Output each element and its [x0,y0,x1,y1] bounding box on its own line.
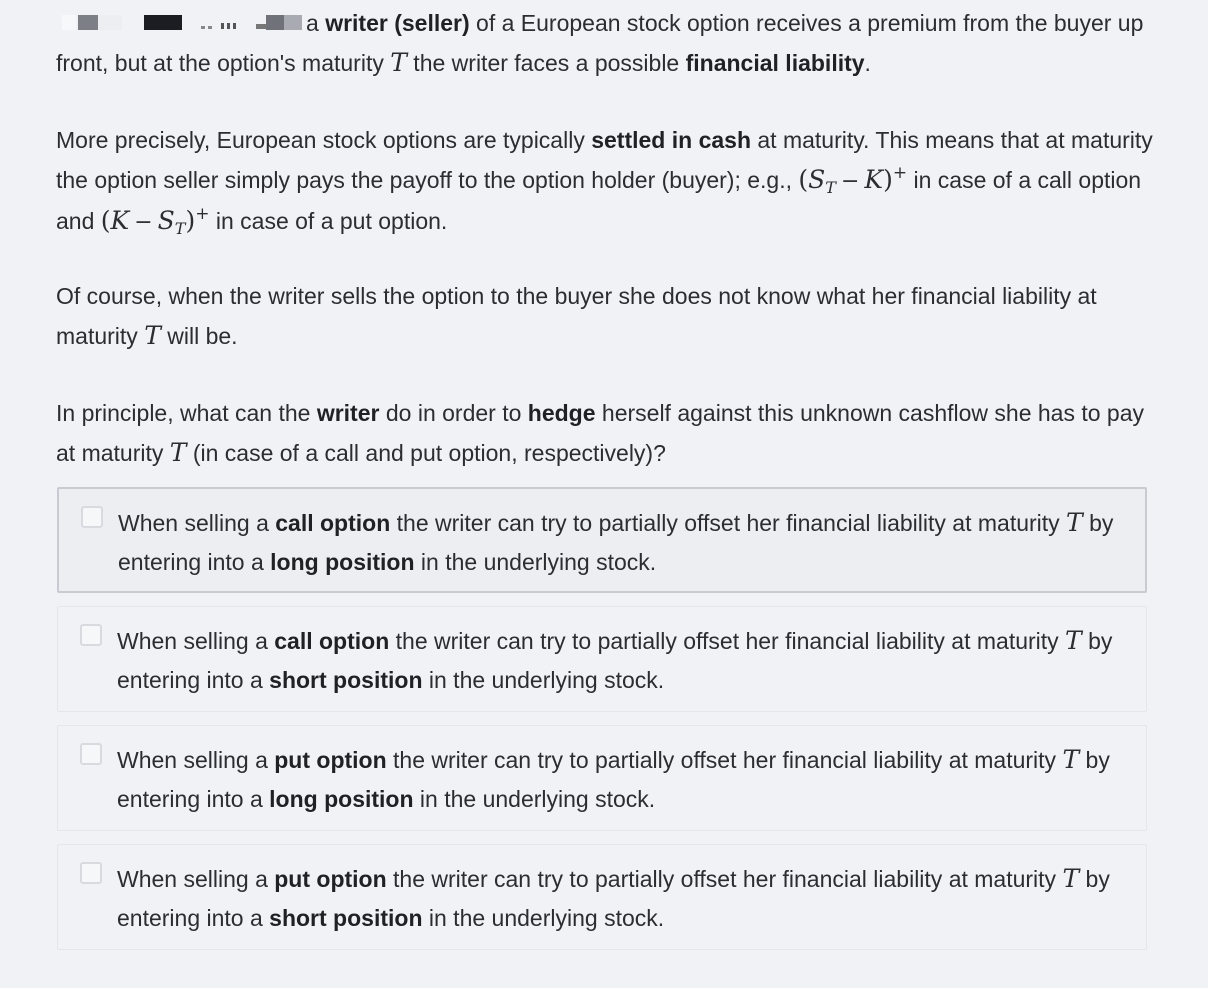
math-sup-plus: + [892,163,908,183]
option-text: by entering into a [117,866,1110,931]
option-label [118,503,1118,582]
option-text: When selling a [117,866,275,892]
answer-option-2[interactable] [57,606,1147,712]
math-minus: − [134,210,153,235]
math-sub-T: T [825,178,836,197]
math-var-T: T [169,438,187,467]
p2-text-a: More precisely, European stock options are typically [56,127,592,153]
p1-bold-financial-liability: financial liability [685,50,865,76]
math-var-K: K [864,165,884,194]
option-text: in the underlying stock. [413,786,656,812]
p2-text-c: in case of a call option and [56,167,1142,234]
option-text: by entering into a [117,628,1113,693]
option-text: When selling a [117,628,275,654]
p1-text-c: the writer faces a possible [406,50,686,76]
math-var-T: T [1065,626,1082,655]
p3-text-a: Of course, when the writer sells the option to the buyer she does not know what her financial liability at maturity [56,283,1097,349]
math-var-T: T [144,321,161,350]
p1-text-a: a [306,10,326,36]
option-checkbox[interactable] [80,862,102,884]
option-text: the writer can try to partially offset her financial liability at maturity [386,866,1063,892]
p1-text-end: . [864,50,871,76]
answer-option-4[interactable] [57,844,1147,950]
math-sup-plus: + [195,204,210,224]
redaction-blur-graphic [56,14,306,31]
call-payoff-formula [798,163,908,197]
paren-open: ( [798,165,809,194]
math-var-T: T [390,48,407,77]
p3-text-b: will be. [160,323,238,349]
option-text: in the underlying stock. [422,905,665,931]
option-text: When selling a [117,747,275,773]
p2-text-d: in case of a put option. [209,208,448,234]
math-var-K: K [110,206,130,235]
paren-open: ( [100,206,111,235]
p4-text-b: do in order to [379,400,528,426]
paren-close: ) [883,165,893,194]
math-var-T: T [1062,745,1080,774]
option-checkbox[interactable] [81,506,103,528]
put-payoff-formula [100,204,210,238]
p1-bold-writer-seller: writer (seller) [325,10,470,36]
redacted-text [56,4,306,43]
p1-text-b: of a European stock option receives a premium from the buyer up front, but at the option's maturity [56,10,1144,76]
option-label [117,621,1117,700]
option-text: the writer can try to partially offset her financial liability at maturity [389,628,1066,654]
answer-option-3[interactable] [57,725,1147,831]
p4-text-d: (in case of a call and put option, respectively)? [186,440,666,466]
option-text: When selling a [118,510,276,536]
option-text: in the underlying stock. [414,549,657,575]
p2-text-b: at maturity. This means that at maturity the option seller simply pays the payoff to the option holder (buyer); e.g., [56,127,1153,193]
math-var-S: S [808,165,826,194]
math-sub-T: T [174,219,186,238]
option-position-bold: long position [270,549,415,575]
question-paragraph-2 [56,121,1166,238]
question-paragraph-3 [56,277,1166,355]
option-text: the writer can try to partially offset her financial liability at maturity [386,747,1063,773]
question-paragraph-1 [56,4,1166,82]
math-var-S: S [157,206,175,235]
option-position-bold: long position [269,786,414,812]
option-checkbox[interactable] [80,624,102,646]
p4-bold-writer: writer [316,400,380,426]
option-label [117,740,1117,819]
paren-close: ) [185,206,196,235]
option-type-bold: call option [275,510,391,536]
option-position-bold: short position [269,667,423,693]
option-text: by entering into a [117,747,1110,812]
option-position-bold: short position [269,905,423,931]
math-minus: − [840,169,860,194]
p4-bold-hedge: hedge [527,400,596,426]
math-var-T: T [1066,508,1083,537]
option-checkbox[interactable] [80,743,102,765]
option-type-bold: put option [274,747,387,773]
option-label [117,859,1117,938]
answer-option-1[interactable] [57,487,1147,593]
option-text: the writer can try to partially offset her financial liability at maturity [390,510,1067,536]
question-content [56,4,1166,472]
p2-bold-settled-in-cash: settled in cash [591,127,751,153]
option-type-bold: call option [274,628,390,654]
question-prompt [56,394,1166,472]
p4-text-a: In principle, what can the [56,400,317,426]
p4-text-c: herself against this unknown cashflow she has to pay at maturity [56,400,1145,466]
math-var-T: T [1062,864,1080,893]
option-type-bold: put option [274,866,387,892]
option-text: in the underlying stock. [422,667,665,693]
option-text: by entering into a [118,510,1114,575]
